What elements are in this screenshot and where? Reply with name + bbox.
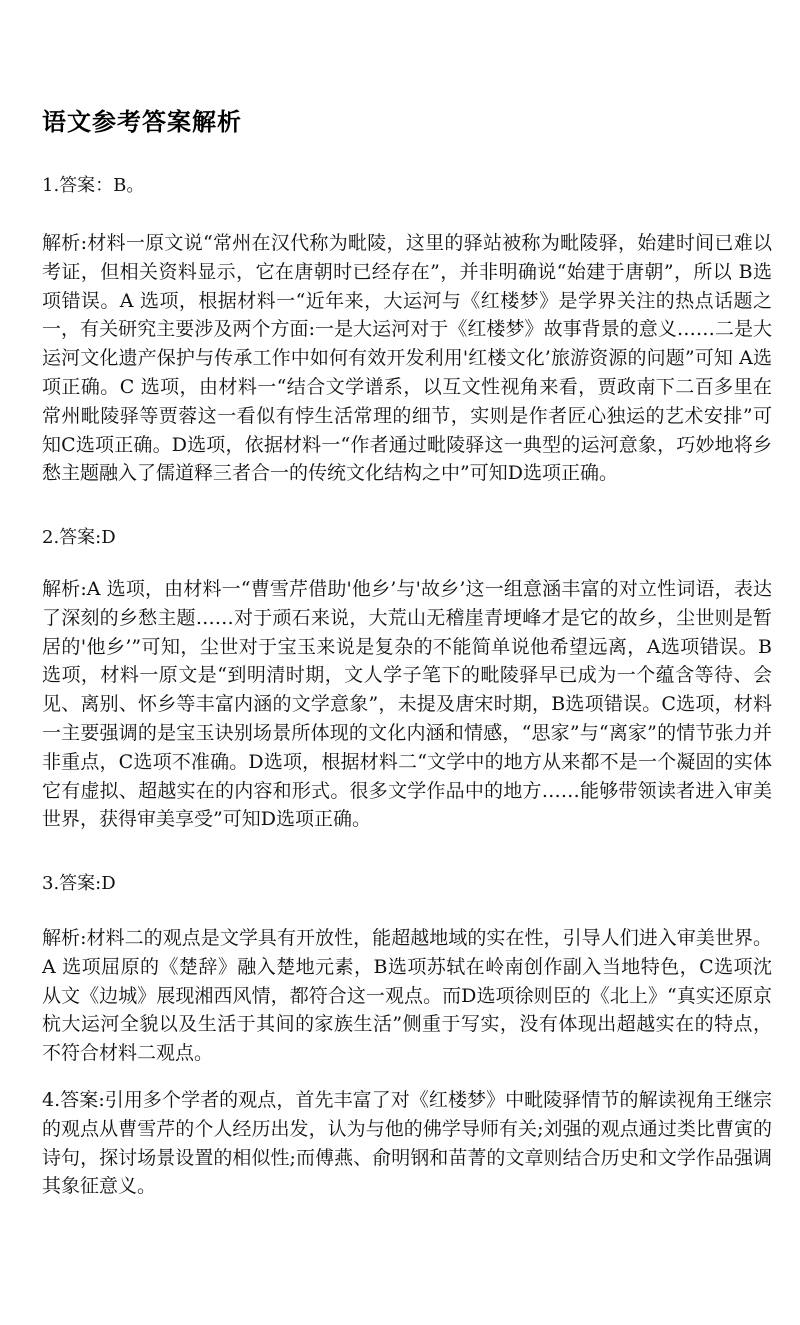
page-title: 语文参考答案解析 (42, 108, 242, 136)
answer-4: 4.答案:引用多个学者的观点，首先丰富了对《红楼梦》中毗陵驿情节的解读视角王继宗的观点从曹雪芹的个人经历出发，认为与他的佛学导师有关;刘强的观点通过类比曹寅的诗句，探讨场景设置的相似性;而傅燕、俞明钢和苗菁的文章则结合历史和文学作品强调其象征意义。 (42, 1089, 772, 1198)
answer-2: 2.答案:D (42, 527, 116, 548)
analysis-1: 解析:材料一原文说“常州在汉代称为毗陵，这里的驿站被称为毗陵驿，始建时间已难以考证，但相关资料显示，它在唐朝时已经存在”，并非明确说“始建于唐朝”，所以 B选项错误。A 选项，根据材料一“近年来，大运河与《红楼梦》是学界关注的热点话题之一，有关研究主要涉及两个方面:一是大运河对于《红楼梦》故事背景的意义……二是大运河文化遗产保护与传承工作中如何有效开发利用'红楼文化’旅游资源的问题”可知 A选项正确。C 选项，由材料一“结合文学谱系，以互文性视角来看，贾政南下二百多里在常州毗陵驿等贾蓉这一看似有悖生活常理的细节，实则是作者匠心独运的艺术安排”可知C选项正确。D选项，依据材料一“作者通过毗陵驿这一典型的运河意象，巧妙地将乡愁主题融入了儒道释三者合一的传统文化结构之中”可知D选项正确。 (42, 232, 772, 485)
analysis-2: 解析:A 选项，由材料一“曹雪芹借助'他乡’与'故乡’这一组意涵丰富的对立性词语，表达了深刻的乡愁主题……对于顽石来说，大荒山无稽崖青埂峰才是它的故乡，尘世则是暂居的'他乡’”可知，尘世对于宝玉来说是复杂的不能简单说他希望远离，A选项错误。B选项，材料一原文是“到明清时期，文人学子笔下的毗陵驿早已成为一个蕴含等待、会见、离别、怀乡等丰富内涵的文学意象”，未提及唐宋时期，B选项错误。C选项，材料一主要强调的是宝玉诀别场景所体现的文化内涵和情感，“思家”与“离家”的情节张力并非重点，C选项不准确。D选项，根据材料二“文学中的地方从来都不是一个凝固的实体它有虚拟、超越实在的内容和形式。很多文学作品中的地方……能够带领读者进入审美世界，获得审美享受”可知D选项正确。 (42, 578, 772, 831)
analysis-3: 解析:材料二的观点是文学具有开放性，能超越地域的实在性，引导人们进入审美世界。A 选项屈原的《楚辞》融入楚地元素，B选项苏轼在岭南创作副入当地特色，C选项沈从文《边城》展现湘西风情，都符合这一观点。而D选项徐则臣的《北上》“真实还原京杭大运河全貌以及生活于其间的家族生活”侧重于写实，没有体现出超越实在的特点，不符合材料二观点。 (42, 927, 772, 1065)
answer-3: 3.答案:D (42, 873, 116, 894)
answer-1: 1.答案：B。 (42, 175, 145, 196)
